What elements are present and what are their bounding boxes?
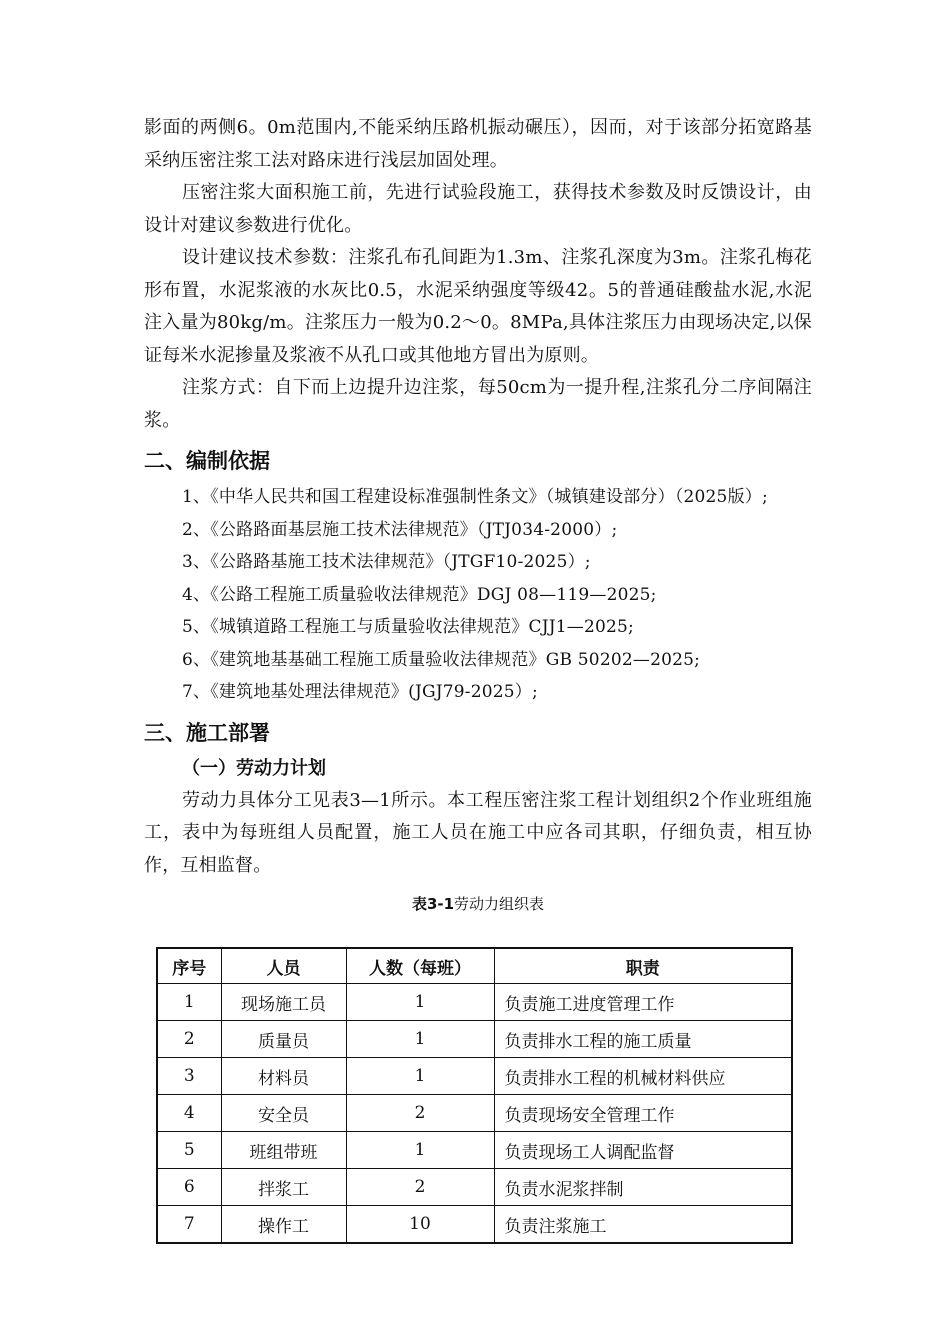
table-header-row [157,948,792,984]
cell-personnel: 拌浆工 [221,1169,346,1206]
cell-serial: 5 [157,1132,221,1169]
cell-personnel: 质量员 [221,1021,346,1058]
cell-serial: 6 [157,1169,221,1206]
header-duty: 职责 [494,948,792,984]
cell-count: 1 [346,1058,494,1095]
cell-serial: 1 [157,984,221,1021]
cell-duty: 负责现场工人调配监督 [494,1132,792,1169]
table-row [157,1169,792,1206]
paragraph-4: 注浆方式：自下而上边提升边注浆，每50cm为一提升程,注浆孔分二序间隔注浆。 [144,377,812,431]
section-heading-basis: 二、编制依据 [144,449,270,473]
header-personnel: 人员 [221,948,346,984]
cell-duty: 负责排水工程的施工质量 [494,1021,792,1058]
cell-count: 10 [346,1206,494,1244]
reference-item-3: 3、《公路路基施工技术法律规范》（JTGF10-2025）; [182,552,591,572]
cell-personnel: 班组带班 [221,1132,346,1169]
cell-duty: 负责现场安全管理工作 [494,1095,792,1132]
cell-personnel: 现场施工员 [221,984,346,1021]
table-caption-number: 表3-1 [411,895,455,913]
table-caption-title: 劳动力组织表 [454,895,545,913]
reference-item-6: 6、《建筑地基基础工程施工质量验收法律规范》GB 50202—2025; [182,649,701,670]
table-caption [144,894,812,914]
cell-serial: 3 [157,1058,221,1095]
cell-serial: 4 [157,1095,221,1132]
cell-count: 1 [346,1132,494,1169]
subsection-heading-labor: （一）劳动力计划 [182,757,326,779]
reference-item-5: 5、《城镇道路工程施工与质量验收法律规范》CJJ1—2025; [182,617,634,637]
cell-count: 2 [346,1095,494,1132]
cell-duty: 负责排水工程的机械材料供应 [494,1058,792,1095]
header-count: 人数（每班） [346,948,494,984]
paragraph-1: 影面的两侧6。0m范围内,不能采纳压路机振动碾压），因而，对于该部分拓宽路基采纳压密注浆工法对路床进行浅层加固处理。 [144,117,812,171]
document-page [144,112,812,922]
paragraph-2: 压密注浆大面积施工前，先进行试验段施工，获得技术参数及时反馈设计，由设计对建议参数进行优化。 [144,182,812,236]
cell-personnel: 安全员 [221,1095,346,1132]
header-serial: 序号 [157,948,221,984]
reference-item-1: 1、《中华人民共和国工程建设标准强制性条文》（城镇建设部分）（2025版）; [182,487,768,507]
cell-serial: 7 [157,1206,221,1244]
table-row [157,1095,792,1132]
cell-duty: 负责注浆施工 [494,1206,792,1244]
cell-personnel: 材料员 [221,1058,346,1095]
reference-item-7: 7、《建筑地基处理法律规范》(JGJ79-2025）; [182,682,538,702]
cell-duty: 负责施工进度管理工作 [494,984,792,1021]
cell-count: 1 [346,1021,494,1058]
labor-paragraph: 劳动力具体分工见表3—1所示。本工程压密注浆工程计划组织2个作业班组施工，表中为每班组人员配置，施工人员在施工中应各司其职，仔细负责，相互协作，互相监督。 [144,789,812,876]
table-row [157,1021,792,1058]
table-row [157,984,792,1021]
cell-duty: 负责水泥浆拌制 [494,1169,792,1206]
cell-personnel: 操作工 [221,1206,346,1244]
cell-serial: 2 [157,1021,221,1058]
paragraph-3: 设计建议技术参数：注浆孔布孔间距为1.3m、注浆孔深度为3m。注浆孔梅花形布置，水泥浆液的水灰比0.5，水泥采纳强度等级42。5的普通硅酸盐水泥,水泥注入量为80kg/m。注浆压力一般为0.2～0。8MPa,具体注浆压力由现场决定,以保证每米水泥掺量及浆液不从孔口或其他地方冒出为原则。 [144,247,812,366]
table-row [157,1132,792,1169]
cell-count: 2 [346,1169,494,1206]
reference-item-2: 2、《公路路面基层施工技术法律规范》（JTJ034-2000）; [182,519,618,540]
reference-item-4: 4、《公路工程施工质量验收法律规范》DGJ 08—119—2025; [182,584,657,605]
table-row [157,1058,792,1095]
section-heading-deployment: 三、施工部署 [144,720,270,745]
cell-count: 1 [346,984,494,1021]
labor-table [156,947,793,1244]
table-row [157,1206,792,1244]
